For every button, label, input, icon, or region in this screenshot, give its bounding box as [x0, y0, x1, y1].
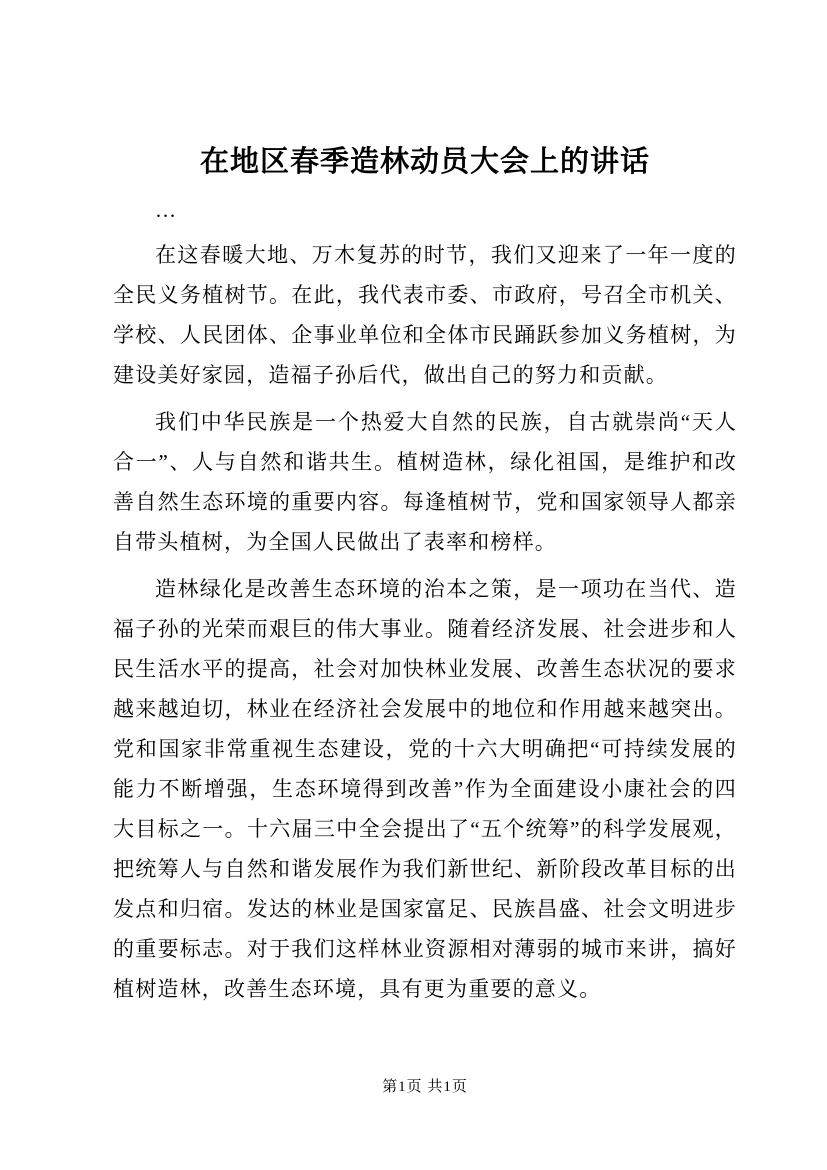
paragraph-importance: 造林绿化是改善生态环境的治本之策，是一项功在当代、造福子孙的光荣而艰巨的伟大事业。随着经济发展、社会进步和人民生活水平的提高，社会对加快林业发展、改善生态状况的要求越来越迫切，林业在经济社会发展中的地位和作用越来越突出。党和国家非常重视生态建设，党的十六大明确把“可持续发展的能力不断增强，生态环境得到改善”作为全面建设小康社会的四大目标之一。十六届三中全会提出了“五个统筹”的科学发展观，把统筹人与自然和谐发展作为我们新世纪、新阶段改革目标的出发点和归宿。发达的林业是国家富足、民族昌盛、社会文明进步的重要标志。对于我们这样林业资源相对薄弱的城市来讲，搞好植树造林，改善生态环境，具有更为重要的意义。: [113, 577, 737, 1001]
paragraph-tradition: 我们中华民族是一个热爱大自然的民族，自古就崇尚“天人合一”、人与自然和谐共生。植树造林，绿化祖国，是维护和改善自然生态环境的重要内容。每逢植树节，党和国家领导人都亲自带头植树，为全国人民做出了表率和榜样。: [113, 410, 737, 554]
document-body: [113, 140, 737, 1016]
page-number-text: 第1页 共1页: [382, 1079, 468, 1095]
page-footer: [113, 1078, 737, 1096]
ellipsis-line: …: [155, 198, 180, 222]
paragraph-intro: 在这春暖大地、万木复苏的时节，我们又迎来了一年一度的全民义务植树节。在此，我代表市委、市政府，号召全市机关、学校、人民团体、企事业单位和全体市民踊跃参加义务植树，为建设美好家园，造福子孙后代，做出自己的努力和贡献。: [113, 243, 737, 387]
document-title: 在地区春季造林动员大会上的讲话: [199, 146, 650, 178]
